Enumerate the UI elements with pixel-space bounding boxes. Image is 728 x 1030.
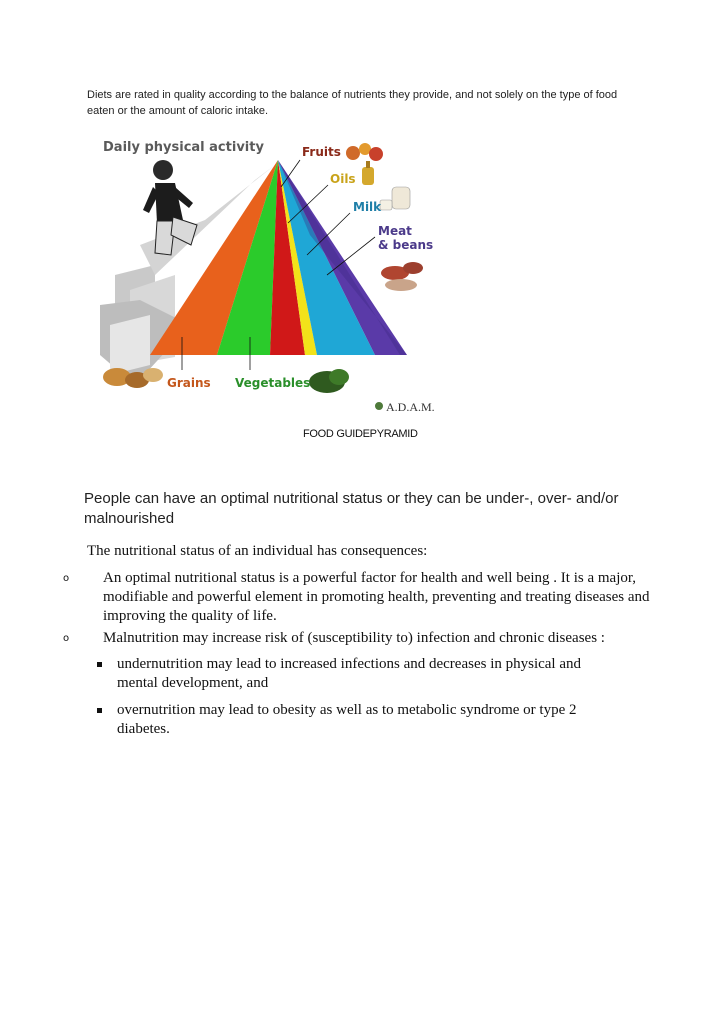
label-milk: Milk [353, 200, 382, 214]
section-heading: People can have an optimal nutritional status or they can be under-, over- and/or malnourished [84, 490, 619, 527]
label-beans: & beans [378, 238, 434, 252]
list-item: Malnutrition may increase risk of (susceptibility to) infection and chronic diseases : [103, 630, 605, 646]
label-oils: Oils [330, 172, 356, 186]
food-pyramid-figure [95, 125, 435, 420]
oil-bottle-icon [362, 161, 374, 185]
pyramid [150, 160, 407, 355]
adam-logo [375, 400, 435, 414]
list-item: An optimal nutritional status is a powerful factor for health and well being . It is a major, modifiable and powerful element in promoting health, preventing and treating diseases and improving the quality of life. [103, 570, 650, 624]
label-daily-activity: Daily physical activity [103, 140, 264, 155]
label-grains: Grains [167, 376, 211, 390]
adam-logo-text: A.D.A.M. [386, 400, 435, 414]
fruit-bowl-icon [346, 143, 383, 161]
intro-paragraph: Diets are rated in quality according to the balance of nutrients they provide, and not solely on the type of food eaten or the amount of caloric intake. [87, 89, 618, 117]
figure-caption: FOOD GUIDEPYRAMID [303, 428, 418, 440]
label-vegetables: Vegetables [235, 376, 311, 390]
square-bullet-icon [97, 708, 102, 713]
vegetables-icon [309, 369, 349, 393]
sub-list-item: undernutrition may lead to increased infections and decreases in physical and mental development, and [117, 656, 582, 691]
lead-sentence: The nutritional status of an individual has consequences: [87, 543, 428, 559]
square-bullet-icon [97, 662, 102, 667]
label-fruits: Fruits [302, 145, 341, 159]
label-meat: Meat [378, 224, 412, 238]
circle-bullet-icon: o [63, 573, 70, 584]
sub-list-item: overnutrition may lead to obesity as well as to metabolic syndrome or type 2 diabetes. [117, 702, 577, 737]
circle-bullet-icon: o [63, 633, 70, 644]
meat-beans-icon [381, 262, 423, 291]
milk-jug-icon [380, 187, 410, 210]
